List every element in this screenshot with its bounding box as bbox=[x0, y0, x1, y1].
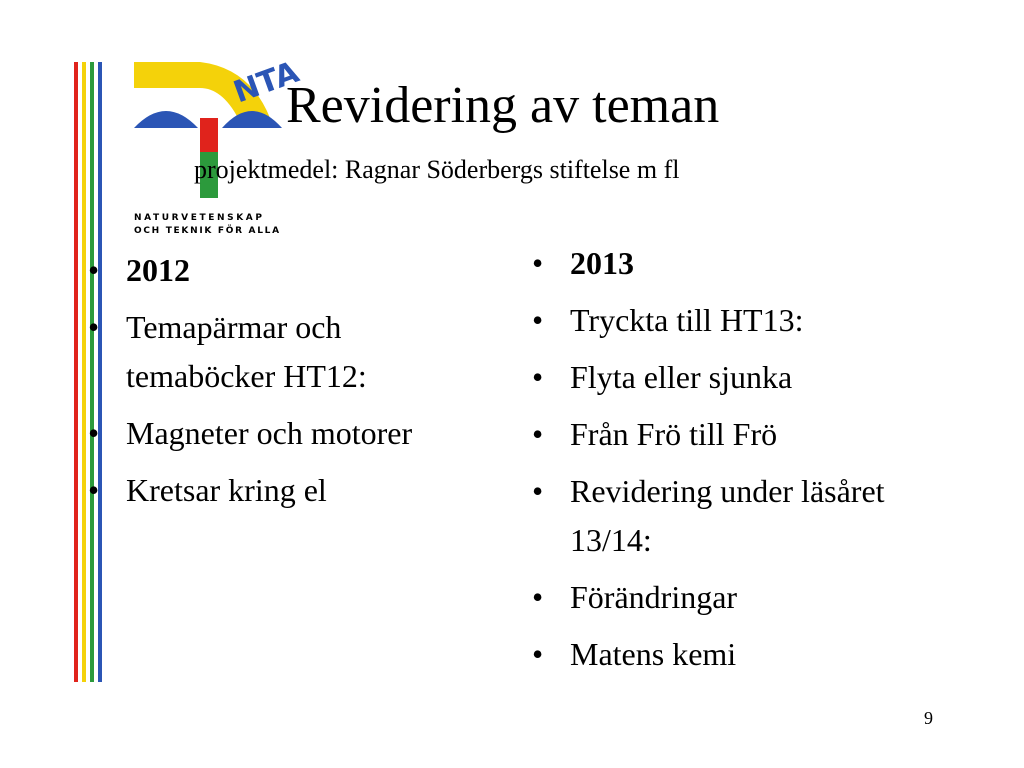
stripe-red bbox=[74, 62, 78, 682]
logo-lettering: NTA bbox=[229, 54, 304, 111]
list-item bbox=[88, 466, 496, 515]
list-item bbox=[532, 296, 900, 345]
bullet-glyph: • bbox=[532, 245, 544, 281]
list-item-text: 2013 bbox=[570, 245, 634, 281]
page-number: 9 bbox=[924, 708, 933, 728]
bullet-glyph: • bbox=[88, 415, 100, 451]
logo-trunk-red bbox=[200, 118, 218, 152]
stripe-green bbox=[90, 62, 94, 682]
list-item-text: Från Frö till Frö bbox=[570, 416, 778, 452]
bullet-glyph: • bbox=[532, 302, 544, 338]
bullet-glyph: • bbox=[88, 472, 100, 508]
nta-logo bbox=[130, 54, 304, 248]
page-title: Revidering av teman bbox=[286, 77, 720, 134]
decorative-stripes bbox=[74, 62, 104, 682]
logo-blue-left bbox=[134, 111, 198, 128]
left-bullet-list bbox=[88, 246, 496, 523]
list-item bbox=[88, 303, 496, 401]
bullet-glyph: • bbox=[88, 309, 100, 345]
list-item bbox=[532, 239, 900, 288]
list-item-text: Flyta eller sjunka bbox=[570, 359, 793, 395]
bullet-glyph: • bbox=[532, 473, 544, 509]
stripe-yellow bbox=[82, 62, 86, 682]
list-item bbox=[532, 467, 900, 565]
list-item-text: Tryckta till HT13: bbox=[570, 302, 804, 338]
list-item bbox=[88, 246, 496, 295]
bullet-glyph: • bbox=[532, 359, 544, 395]
list-item-text: Revidering under läsåret 13/14: bbox=[570, 473, 885, 558]
list-item-text: Matens kemi bbox=[570, 636, 737, 672]
bullet-glyph: • bbox=[532, 636, 544, 672]
right-bullet-list bbox=[532, 239, 900, 687]
bullet-glyph: • bbox=[532, 579, 544, 615]
list-item-text: Magneter och motorer bbox=[126, 415, 413, 451]
list-item-text: Kretsar kring el bbox=[126, 472, 327, 508]
stripe-blue bbox=[98, 62, 102, 682]
list-item bbox=[88, 409, 496, 458]
list-item bbox=[532, 410, 900, 459]
bullet-glyph: • bbox=[88, 252, 100, 288]
nta-logo-icon bbox=[130, 54, 304, 208]
list-item-text: Temapärmar och temaböcker HT12: bbox=[126, 309, 367, 394]
list-item bbox=[532, 573, 900, 622]
page-subtitle: projektmedel: Ragnar Söderbergs stiftelse m fl bbox=[194, 155, 680, 184]
logo-blue-right bbox=[222, 111, 282, 128]
logo-tagline-line1: NATURVETENSKAP bbox=[134, 213, 265, 223]
bullet-glyph: • bbox=[532, 416, 544, 452]
list-item-text: 2012 bbox=[126, 252, 190, 288]
logo-tagline-line2: OCH TEKNIK FÖR ALLA bbox=[134, 226, 281, 236]
list-item bbox=[532, 630, 900, 679]
list-item bbox=[532, 353, 900, 402]
list-item-text: Förändringar bbox=[570, 579, 738, 615]
